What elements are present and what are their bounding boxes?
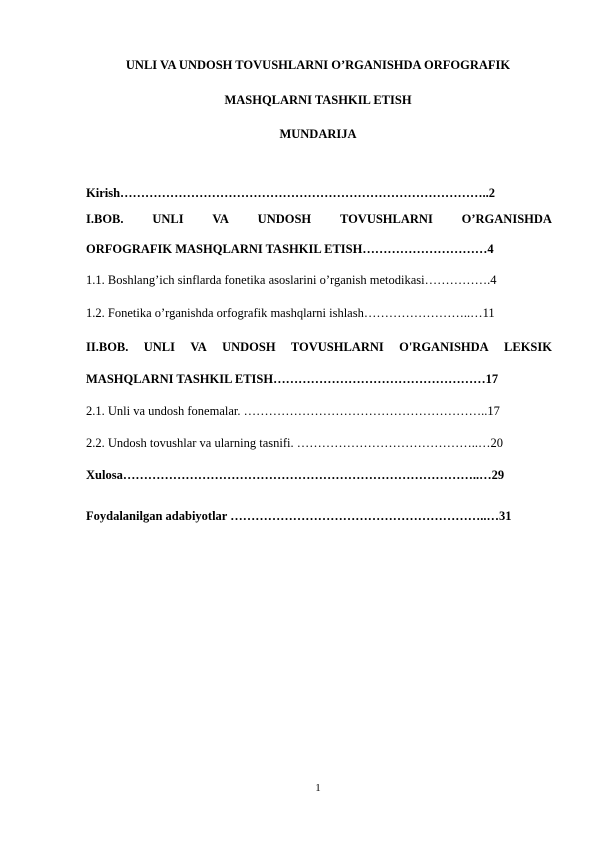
toc-entry-chapter-2-continued: MASHQLARNI TASHKIL ETISH……………………………………………17: [86, 372, 499, 386]
toc-word: TOVUSHLARNI: [339, 212, 433, 226]
toc-entry-chapter-2: [86, 340, 552, 355]
toc-word: TOVUSHLARNI: [290, 340, 384, 354]
toc-word: UNLI: [143, 340, 175, 354]
toc-entry-section-2-1: 2.1. Unli va undosh fonemalar. …………………………………………………..17: [86, 404, 500, 418]
toc-word: UNDOSH: [222, 340, 276, 354]
toc-word: VA: [190, 340, 207, 354]
toc-entry-chapter-1: [86, 212, 552, 227]
toc-entry-section-1-1: 1.1. Boshlang’ich sinflarda fonetika asoslarini o’rganish metodikasi…………….4: [86, 273, 497, 287]
toc-word: LEKSIK: [504, 340, 552, 354]
contents-heading: MUNDARIJA: [279, 127, 357, 141]
toc-entry-chapter-1-continued: ORFOGRAFIK MASHQLARNI TASHKIL ETISH…………………………4: [86, 242, 494, 256]
document-title-line-1: UNLI VA UNDOSH TOVUSHLARNI O’RGANISHDA ORFOGRAFIK: [125, 58, 511, 72]
toc-entry-section-2-2: 2.2. Undosh tovushlar va ularning tasnifi. ……………………………………..…20: [86, 436, 503, 450]
toc-word: II.BOB.: [86, 340, 129, 354]
page-number: 1: [315, 782, 321, 794]
document-title-line-2: MASHQLARNI TASHKIL ETISH: [224, 93, 412, 107]
toc-entry-kirish: Kirish……………………………………………………………………………..2: [86, 186, 496, 200]
toc-word: VA: [212, 212, 229, 226]
toc-entry-adabiyotlar: Foydalanilgan adabiyotlar ……………………………………………………..…31: [86, 509, 512, 523]
toc-word: O'RGANISHDA: [399, 340, 489, 354]
toc-word: I.BOB.: [86, 212, 124, 226]
toc-entry-xulosa: Xulosa…………………………………………………………………………..…29: [86, 468, 505, 482]
toc-word: O’RGANISHDA: [461, 212, 552, 226]
toc-entry-section-1-2: 1.2. Fonetika o’rganishda orfografik mashqlarni ishlash……………………..…11: [86, 306, 495, 320]
toc-word: UNLI: [152, 212, 184, 226]
toc-word: UNDOSH: [257, 212, 312, 226]
